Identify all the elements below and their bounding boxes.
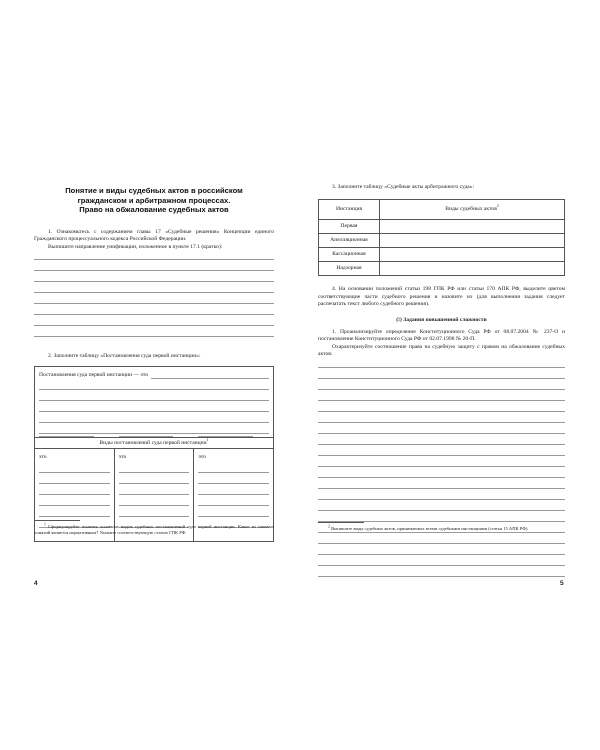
page-number-left: 4 — [34, 580, 38, 587]
advanced-task-1-instruction: Охарактеризуйте соотношение права на судебную защиту с правом на обжалование судебных актов: — [318, 343, 565, 358]
task-1-answer-lines[interactable] — [34, 249, 274, 337]
advanced-answer-lines[interactable] — [318, 357, 565, 577]
definition-answer-lines[interactable] — [39, 379, 269, 434]
task-1-text: 1. Ознакомьтесь с содержанием главы 17 «Судебные решения» Концепции единого Гражданского процессуального кодекса Российской Федерации. — [34, 228, 274, 243]
row-input-appeal[interactable] — [380, 234, 565, 248]
row-input-cassation[interactable] — [380, 248, 565, 262]
first-instance-rulings-table — [34, 366, 274, 542]
left-page — [34, 158, 274, 542]
task-4-text: 4. На основании положений статьи 198 ГПК РФ или статьи 170 АПК РФ, выделите цветом соответствующие части судебного решения и назовите их (для выполнения задания следует распечатать текст любого судебного решения). — [318, 286, 565, 308]
types-column-3[interactable]: это — [194, 448, 273, 541]
task-3-text: 3. Заполните таблицу «Судебные акты арбитражного суда»: — [332, 184, 475, 190]
row-label-supervisory: Надзорная — [319, 262, 380, 276]
advanced-task-1-text: 1. Проанализируйте определение Конституционного Суда РФ от 08.07.2004 № 237-О и постановление Конституционного Суда РФ от 02.07.1998 № 20-П. — [318, 329, 565, 343]
types-column-2[interactable]: это — [115, 448, 195, 541]
task-1-instruction: Выпишите направление унификации, изложенное в пункте 17.1 (кратко): — [48, 243, 223, 250]
right-footnote: $^2$ Выпишите виды судебных актов, принимаемых всеми судебными инстанциями (статья 15 АПК РФ). — [318, 522, 565, 532]
left-footnote: $^1$ Сформулируйте понятия основных видов судебных постановлений суда первой инстанции. Какое из таковых понятий является нормативным? Укажите соответствующую статью ГПК РФ. — [34, 520, 274, 536]
row-label-first: Первая — [319, 220, 380, 234]
header-act-types: Виды судебных актов$^2$ — [380, 200, 565, 220]
header-instance: Инстанция — [319, 200, 380, 220]
row-input-supervisory[interactable] — [380, 262, 565, 276]
row-input-first[interactable] — [380, 220, 565, 234]
arbitration-court-acts-table — [318, 199, 565, 276]
row-label-appeal: Апелляционная — [319, 234, 380, 248]
left-page-title: Понятие и виды судебных актов в российском гражданском и арбитражном процессах. Право на обжалование судебных актов — [65, 186, 243, 215]
types-header: Виды постановлений суда первой инстанции — [99, 440, 207, 447]
types-header-row: Виды постановлений суда первой инстанции$^1$ — [35, 437, 273, 449]
task-2-text: 2. Заполните таблицу «Постановления суда первой инстанции»: — [48, 353, 201, 359]
types-column-1[interactable]: это — [35, 448, 115, 541]
right-page — [318, 184, 565, 577]
advanced-section-title: (!) Задания повышенной сложности — [396, 316, 487, 323]
row-label-cassation: Кассационная — [319, 248, 380, 262]
definition-line[interactable]: Постановления суда первой инстанции — это — [39, 371, 269, 379]
page-number-right: 5 — [560, 580, 564, 587]
